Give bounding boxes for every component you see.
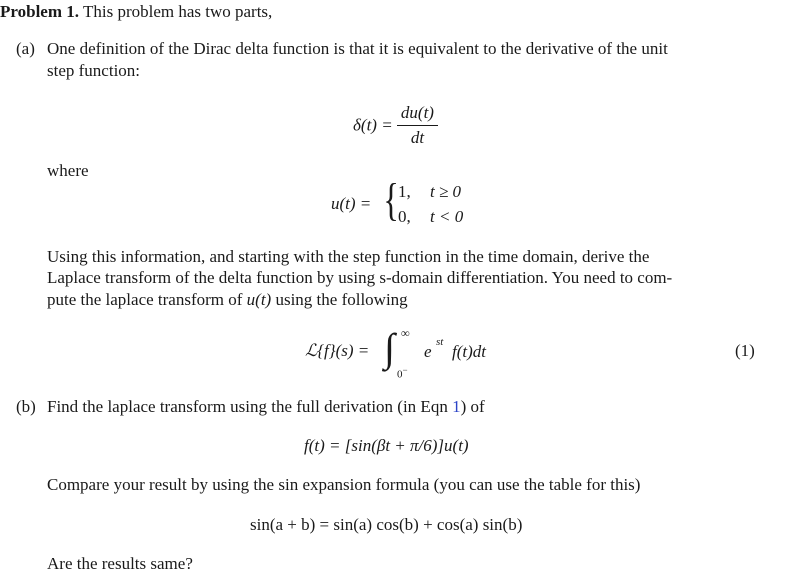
laplace-e: e xyxy=(424,342,432,361)
laplace-integrand: f(t)dt xyxy=(452,342,486,361)
case-1-value: 1, xyxy=(398,182,411,201)
u-lhs: u(t) = xyxy=(331,194,372,213)
compare-text: Compare your result by using the sin expansion formula (you can use the table for this) xyxy=(47,475,641,494)
part-b-line1-pre: Find the laplace transform using the full derivation (in Eqn xyxy=(47,397,453,416)
equation-reference-link[interactable]: 1 xyxy=(452,397,461,416)
integral-upper: ∞ xyxy=(401,326,410,340)
para-line3-math: u(t) xyxy=(246,290,272,309)
laplace-lhs: ℒ{f}(s) = xyxy=(305,341,370,360)
para-line3 xyxy=(47,290,408,310)
equation-number: (1) xyxy=(735,341,755,360)
para-line2: Laplace transform of the delta function by using s-domain differentiation. You need to com- xyxy=(47,268,673,287)
problem-intro: This problem has two parts, xyxy=(82,2,273,21)
integral-lower-sup: − xyxy=(402,365,408,375)
laplace-exponent: st xyxy=(436,336,444,348)
problem-header xyxy=(0,2,272,22)
sin-identity: sin(a + b) = sin(a) cos(b) + cos(a) sin(b) xyxy=(250,515,523,534)
part-a-line2: step function: xyxy=(47,61,141,80)
delta-fraction xyxy=(397,103,438,148)
para-line3-post: using the following xyxy=(271,290,408,309)
delta-equation xyxy=(353,103,438,148)
delta-denominator: dt xyxy=(410,128,425,147)
integral-lower xyxy=(397,365,408,381)
problem-title: Problem 1. xyxy=(0,2,80,21)
integral-lower-value: 0 xyxy=(397,368,403,381)
part-a-line1: One definition of the Dirac delta function is that it is equivalent to the derivative of the unit xyxy=(47,39,668,58)
para-line1: Using this information, and starting with the step function in the time domain, derive the xyxy=(47,247,650,266)
delta-lhs: δ(t) = xyxy=(353,115,393,135)
case-2-value: 0, xyxy=(398,207,411,226)
part-a-label: (a) xyxy=(16,39,35,58)
piecewise-brace: { xyxy=(383,174,399,225)
part-b-line1-post: ) of xyxy=(460,397,485,416)
case-1-condition: t ≥ 0 xyxy=(430,182,462,201)
integral-sign: ∫ xyxy=(384,325,395,370)
where-text: where xyxy=(47,161,89,180)
question-text: Are the results same? xyxy=(47,554,193,573)
case-2-condition: t < 0 xyxy=(430,207,464,226)
para-line3-pre: pute the laplace transform of xyxy=(47,290,247,309)
part-b-line1 xyxy=(47,397,485,417)
f-equation: f(t) = [sin(βt + π/6)]u(t) xyxy=(304,436,469,455)
part-b-label: (b) xyxy=(16,397,36,416)
delta-numerator: du(t) xyxy=(397,103,438,126)
